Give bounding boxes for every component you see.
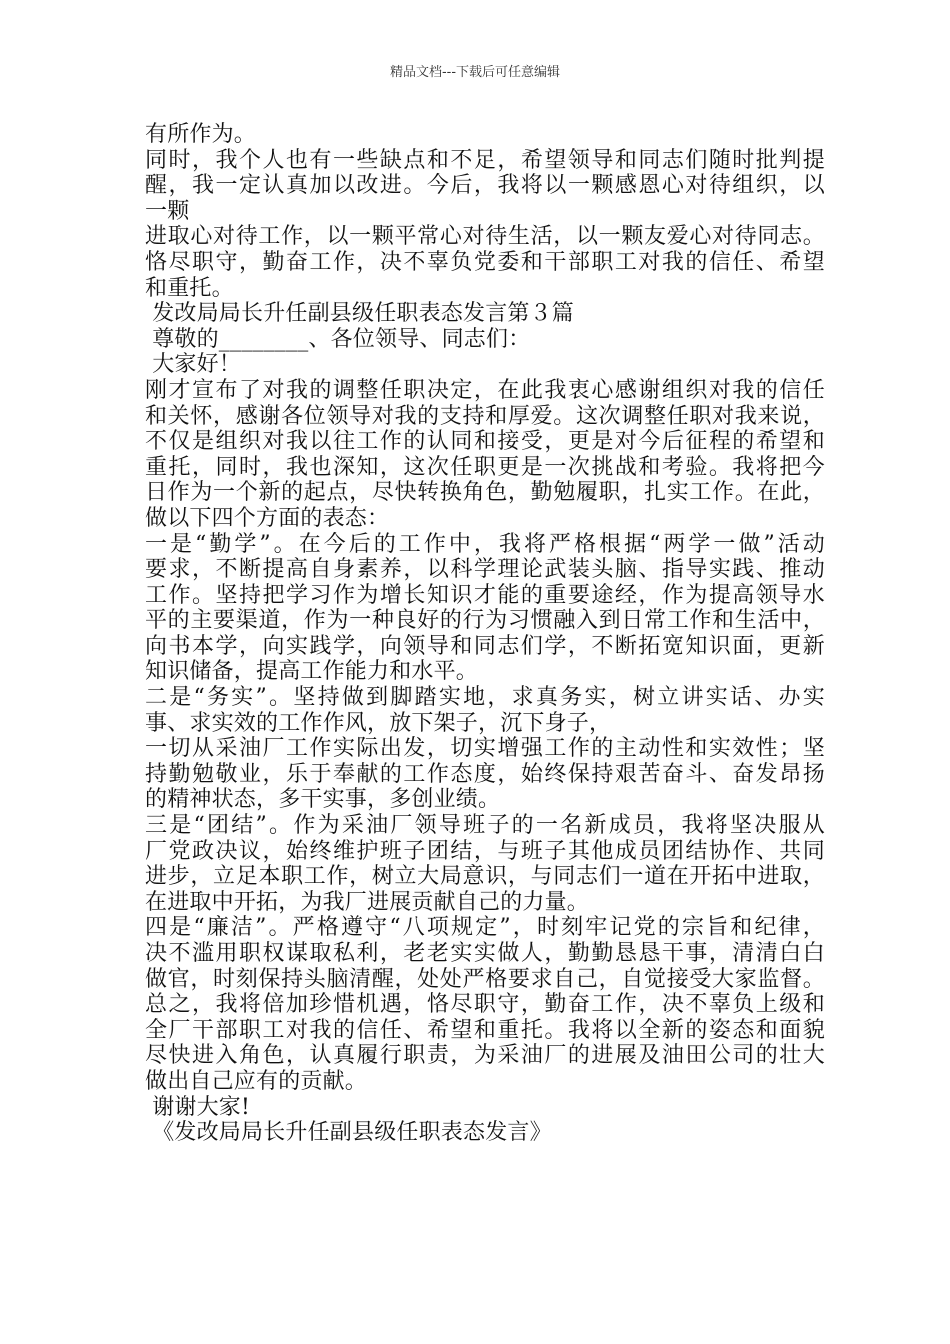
text-line: 同时，我个人也有一些缺点和不足，希望领导和同志们随时批判提: [145, 147, 825, 173]
text-line: 事、求实效的工作作风，放下架子，沉下身子，: [145, 710, 612, 736]
text-line: 进步，立足本职工作，树立大局意识，与同志们一道在开拓中进取，: [145, 864, 825, 890]
text-line: 一切从采油厂工作实际出发，切实增强工作的主动性和实效性；坚: [145, 736, 825, 762]
text-line: 尊敬的________、各位领导、同志们：: [145, 326, 531, 352]
text-line: 四是“廉洁”。严格遵守“八项规定”，时刻牢记党的宗旨和纪律，: [145, 915, 825, 941]
text-line: 做官，时刻保持头脑清醒，处处严格要求自己，自觉接受大家监督。: [145, 966, 825, 992]
text-line: 总之，我将倍加珍惜机遇，恪尽职守，勤奋工作，决不辜负上级和: [145, 992, 825, 1018]
text-line: 重托，同时，我也深知，这次任职更是一次挑战和考验。我将把今: [145, 454, 825, 480]
text-line: 谢谢大家!: [145, 1094, 251, 1120]
text-line: 一是“勤学”。在今后的工作中，我将严格根据“两学一做”活动: [145, 531, 825, 557]
text-line: 一颗: [145, 198, 190, 224]
text-line: 尽快进入角色，认真履行职责，为采油厂的进展及油田公司的壮大: [145, 1043, 825, 1069]
text-line: 在进取中开拓，为我厂进展贡献自己的力量。: [145, 889, 590, 915]
text-line: 做出自己应有的贡献。: [145, 1068, 368, 1094]
text-line: 《发改局局长升任副县级任职表态发言》: [145, 1120, 552, 1146]
text-line: 工作。坚持把学习作为增长知识才能的重要途经，作为提高领导水: [145, 582, 825, 608]
text-line: 三是“团结”。作为采油厂领导班子的一名新成员，我将坚决服从: [145, 813, 825, 839]
text-line: 知识储备，提高工作能力和水平。: [145, 659, 479, 685]
page-header: 精品文档---下载后可任意编辑: [389, 65, 561, 80]
text-line: 二是“务实”。坚持做到脚踏实地，求真务实，树立讲实话、办实: [145, 685, 825, 711]
text-line: 决不滥用职权谋取私利，老老实实做人，勤勤恳恳干事，清清白白: [145, 941, 825, 966]
text-line: 平的主要渠道，作为一种良好的行为习惯融入到日常工作和生活中，: [145, 608, 825, 634]
text-line: 进取心对待工作，以一颗平常心对待生活，以一颗友爱心对待同志。: [145, 224, 825, 250]
text-line: 日作为一个新的起点，尽快转换角色，勤勉履职，扎实工作。在此，: [145, 480, 825, 506]
text-line: 发改局局长升任副县级任职表态发言第３篇: [145, 301, 574, 327]
text-line: 和关怀，感谢各位领导对我的支持和厚爱。这次调整任职对我来说，: [145, 403, 825, 429]
text-line: 有所作为。: [145, 122, 257, 147]
text-line: 和重托。: [145, 275, 234, 301]
text-line: 持勤勉敬业，乐于奉献的工作态度，始终保持艰苦奋斗、奋发昂扬: [145, 761, 825, 787]
text-line: 向书本学，向实践学，向领导和同志们学，不断拓宽知识面，更新: [145, 633, 825, 659]
text-line: 要求，不断提高自身素养，以科学理论武装头脑、指导实践、推动: [145, 557, 825, 583]
text-line: 做以下四个方面的表态：: [145, 505, 390, 531]
text-line: 的精神状态，多干实事，多创业绩。: [145, 787, 501, 813]
text-line: 大家好！: [145, 352, 241, 378]
text-line: 全厂干部职工对我的信任、希望和重托。我将以全新的姿态和面貌: [145, 1017, 825, 1043]
text-line: 恪尽职守，勤奋工作，决不辜负党委和干部职工对我的信任、希望: [145, 249, 825, 275]
text-line: 厂党政决议，始终维护班子团结，与班子其他成员团结协作、共同: [145, 838, 825, 864]
text-line: 刚才宣布了对我的调整任职决定，在此我衷心感谢组织对我的信任: [145, 377, 825, 403]
document-body: [145, 122, 825, 1146]
text-line: 不仅是组织对我以往工作的认同和接受，更是对今后征程的希望和: [145, 429, 825, 455]
text-line: 醒，我一定认真加以改进。今后，我将以一颗感恩心对待组织，以: [145, 173, 825, 199]
